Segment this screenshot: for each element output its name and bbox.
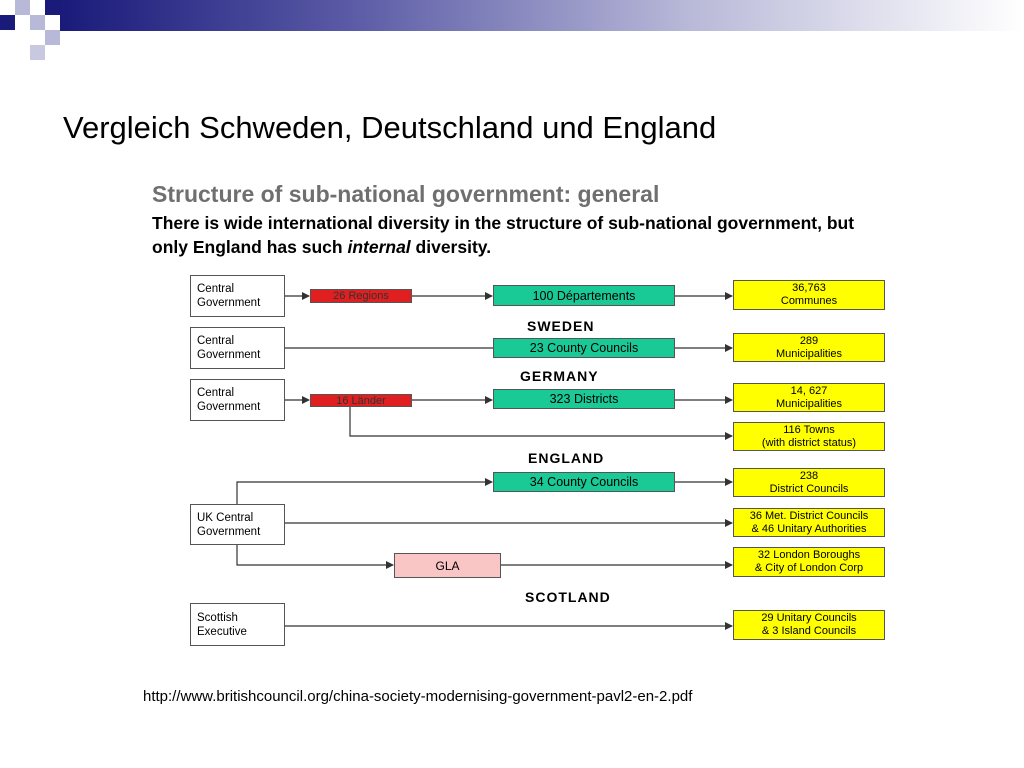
subtitle-line-2: only England has such internal diversity.	[152, 237, 492, 257]
laender-box: 16 Länder	[310, 394, 412, 407]
communes-box: 36,763 Communes	[733, 280, 885, 310]
district-councils-box: 238 District Councils	[733, 468, 885, 497]
arrow-uk-to-gla	[237, 545, 393, 565]
central-government-box: Central Government	[190, 379, 285, 421]
subtitle-line-1: There is wide international diversity in the structure of sub-national government, but	[152, 213, 855, 233]
england-county-councils-box: 34 County Councils	[493, 472, 675, 492]
unitary-councils-box: 29 Unitary Councils & 3 Island Councils	[733, 610, 885, 640]
london-boroughs-box: 32 London Boroughs & City of London Corp	[733, 547, 885, 577]
regions-box: 26 Regions	[310, 289, 412, 303]
section-label-scotland: SCOTLAND	[525, 589, 611, 605]
figure-title: Structure of sub-national government: general	[152, 181, 660, 207]
arrow-uk-to-county-councils	[237, 482, 492, 504]
slide-title: Vergleich Schweden, Deutschland und England	[63, 110, 717, 145]
districts-box: 323 Districts	[493, 389, 675, 409]
section-label-sweden: SWEDEN	[527, 318, 595, 334]
met-districts-box: 36 Met. District Councils & 46 Unitary Authorities	[733, 508, 885, 537]
uk-central-government-box: UK Central Government	[190, 504, 285, 545]
germany-municipalities-box: 14, 627 Municipalities	[733, 383, 885, 412]
scottish-executive-box: Scottish Executive	[190, 603, 285, 646]
central-government-box: Central Government	[190, 327, 285, 369]
section-label-germany: GERMANY	[520, 368, 599, 384]
arrow-laender-to-towns	[350, 405, 732, 436]
sweden-county-councils-box: 23 County Councils	[493, 338, 675, 358]
sweden-municipalities-box: 289 Municipalities	[733, 333, 885, 362]
gla-box: GLA	[394, 553, 501, 578]
departements-box: 100 Départements	[493, 285, 675, 306]
section-label-england: ENGLAND	[528, 450, 605, 466]
source-url: http://www.britishcouncil.org/china-society-modernising-government-pavl2-en-2.pdf	[143, 688, 693, 705]
towns-box: 116 Towns (with district status)	[733, 422, 885, 451]
central-government-box: Central Government	[190, 275, 285, 317]
